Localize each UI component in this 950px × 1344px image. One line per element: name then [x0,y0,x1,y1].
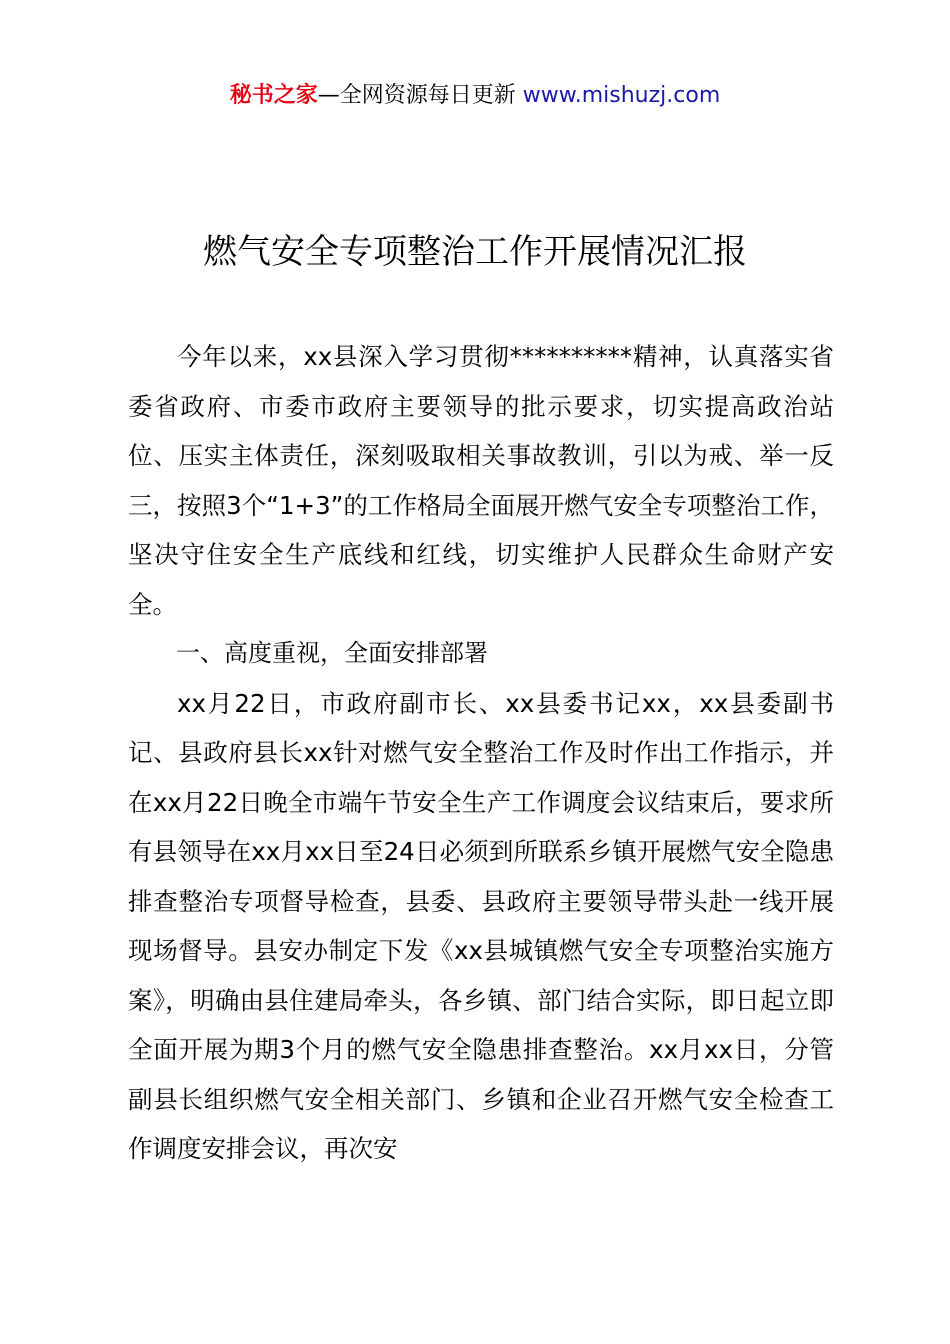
brand-name: 秘书之家 [229,83,318,108]
paragraph-intro: 今年以来，xx县深入学习贯彻**********精神，认真落实省委省政府、市委市政府主要领导的批示要求，切实提高政治站位、压实主体责任，深刻吸取相关事故教训，引以为戒、举一反三，按照3个“1+3”的工作格局全面展开燃气安全专项整治工作，坚决守住安全生产底线和红线，切实维护人民群众生命财产安全。 [128,342,834,619]
site-header [0,80,950,112]
document-title: 燃气安全专项整治工作开展情况汇报 [203,232,747,272]
section-heading-1: 一、高度重视，全面安排部署 [176,639,488,667]
paragraph-section-1: xx月22日，市政府副市长、xx县委书记xx，xx县委副书记、县政府县长xx针对燃气安全整治工作及时作出工作指示，并在xx月22日晚全市端午节安全生产工作调度会议结束后，要求所有县领导在xx月xx日至24日必须到所联系乡镇开展燃气安全隐患排查整治专项督导检查，县委、县政府主要领导带头赴一线开展现场督导。县安办制定下发《xx县城镇燃气安全专项整治实施方案》，明确由县住建局牵头，各乡镇、部门结合实际，即日起立即全面开展为期3个月的燃气安全隐患排查整治。xx月xx日，分管副县长组织燃气安全相关部门、乡镇和企业召开燃气安全检查工作调度安排会议，再次安 [128,688,834,1163]
header-tagline: —全网资源每日更新 [317,83,523,108]
site-url-link[interactable]: www.mishuzj.com [522,83,721,108]
document-body [128,332,834,1174]
